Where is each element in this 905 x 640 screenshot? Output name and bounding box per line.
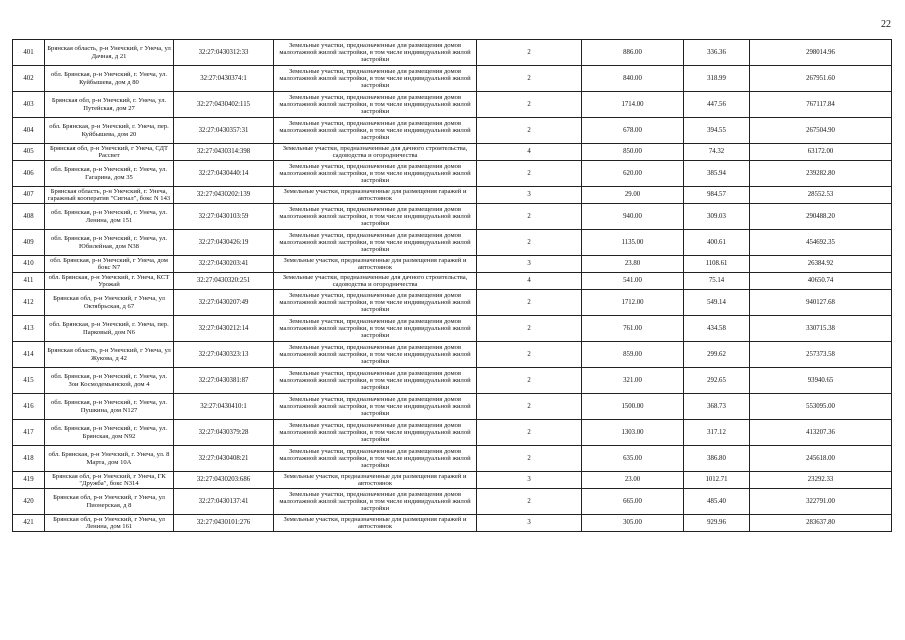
cadastral-number-cell: 32:27:0430314:398: [174, 144, 274, 161]
cadastral-number-cell: 32:27:0430137:41: [174, 489, 274, 515]
land-use-cell: Земельные участки, предназначенные для размещения домов малоэтажной жилой застройки, в том числе индивидуальной жилой застройки: [274, 342, 477, 368]
land-use-cell: Земельные участки, предназначенные для размещения гаражей и автостоянок: [274, 472, 477, 489]
specific-value-cell: 74.32: [684, 144, 750, 161]
cadastral-value-cell: 93940.65: [750, 368, 892, 394]
cadastral-number-cell: 32:27:0430203:686: [174, 472, 274, 489]
area-cell: 859.00: [582, 342, 684, 368]
cadastral-value-cell: 28552.53: [750, 187, 892, 204]
group-number-cell: 2: [477, 446, 582, 472]
address-cell: обл. Брянская, р-н Унечский, г. Унеча, пер. Куйбышева, дом 20: [45, 118, 174, 144]
cadastral-number-cell: 32:27:0430203:41: [174, 256, 274, 273]
land-use-cell: Земельные участки, предназначенные для размещения гаражей и автостоянок: [274, 256, 477, 273]
table-row: [13, 40, 892, 66]
land-use-cell: Земельные участки, предназначенные для размещения домов малоэтажной жилой застройки, в том числе индивидуальной жилой застройки: [274, 446, 477, 472]
group-number-cell: 2: [477, 394, 582, 420]
cadastral-value-cell: 63172.00: [750, 144, 892, 161]
specific-value-cell: 434.58: [684, 316, 750, 342]
row-number-cell: 416: [13, 394, 45, 420]
group-number-cell: 3: [477, 515, 582, 532]
area-cell: 541.00: [582, 273, 684, 290]
table-row: [13, 144, 892, 161]
area-cell: 1135.00: [582, 230, 684, 256]
table-row: [13, 368, 892, 394]
specific-value-cell: 447.56: [684, 92, 750, 118]
cadastral-number-cell: 32:27:0430323:13: [174, 342, 274, 368]
area-cell: 1712.00: [582, 290, 684, 316]
area-cell: 850.00: [582, 144, 684, 161]
row-number-cell: 421: [13, 515, 45, 532]
cadastral-value-cell: 26384.92: [750, 256, 892, 273]
group-number-cell: 2: [477, 290, 582, 316]
cadastral-number-cell: 32:27:0430381:87: [174, 368, 274, 394]
table-row: [13, 394, 892, 420]
row-number-cell: 411: [13, 273, 45, 290]
cadastral-value-cell: 454692.35: [750, 230, 892, 256]
specific-value-cell: 1108.61: [684, 256, 750, 273]
cadastral-value-cell: 322791.00: [750, 489, 892, 515]
row-number-cell: 419: [13, 472, 45, 489]
group-number-cell: 4: [477, 273, 582, 290]
land-use-cell: Земельные участки, предназначенные для размещения домов малоэтажной жилой застройки, в том числе индивидуальной жилой застройки: [274, 92, 477, 118]
area-cell: 840.00: [582, 66, 684, 92]
specific-value-cell: 984.57: [684, 187, 750, 204]
address-cell: обл. Брянская, р-н Унечский, г. Унеча, КСТ Урожай: [45, 273, 174, 290]
row-number-cell: 406: [13, 161, 45, 187]
area-cell: 305.00: [582, 515, 684, 532]
land-use-cell: Земельные участки, предназначенные для размещения домов малоэтажной жилой застройки, в том числе индивидуальной жилой застройки: [274, 489, 477, 515]
cadastral-value-cell: 298014.96: [750, 40, 892, 66]
group-number-cell: 2: [477, 342, 582, 368]
group-number-cell: 2: [477, 66, 582, 92]
address-cell: Брянская обл, р-н Унечский, г Унеча, СДТ Рассвет: [45, 144, 174, 161]
address-cell: обл. Брянская, р-н Унечский, г Унеча, дом бокс N7: [45, 256, 174, 273]
group-number-cell: 2: [477, 118, 582, 144]
specific-value-cell: 368.73: [684, 394, 750, 420]
area-cell: 321.00: [582, 368, 684, 394]
cadastral-value-cell: 553095.00: [750, 394, 892, 420]
address-cell: Брянская обл, р-н Унечский, г Унеча, ГК "Дружба", бокс N314: [45, 472, 174, 489]
specific-value-cell: 386.80: [684, 446, 750, 472]
land-use-cell: Земельные участки, предназначенные для дачного строительства, садоводства и огородничества: [274, 273, 477, 290]
area-cell: 665.00: [582, 489, 684, 515]
cadastral-number-cell: 32:27:0430440:14: [174, 161, 274, 187]
group-number-cell: 2: [477, 420, 582, 446]
land-use-cell: Земельные участки, предназначенные для размещения домов малоэтажной жилой застройки, в том числе индивидуальной жилой застройки: [274, 420, 477, 446]
cadastral-value-cell: 40650.74: [750, 273, 892, 290]
table-row: [13, 187, 892, 204]
address-cell: обл. Брянская, р-н Унечский, г. Унеча, ул. Зои Космодемьянской, дом 4: [45, 368, 174, 394]
table-row: [13, 273, 892, 290]
cadastral-value-cell: 257373.58: [750, 342, 892, 368]
cadastral-number-cell: 32:27:0430402:115: [174, 92, 274, 118]
cadastral-value-cell: 267951.60: [750, 66, 892, 92]
row-number-cell: 401: [13, 40, 45, 66]
row-number-cell: 415: [13, 368, 45, 394]
address-cell: Брянская область, р-н Унечский, г Унеча, ул Жукова, д 42: [45, 342, 174, 368]
area-cell: 761.00: [582, 316, 684, 342]
table-row: [13, 489, 892, 515]
cadastral-value-cell: 267504.90: [750, 118, 892, 144]
address-cell: Брянская область, р-н Унечский, г. Унеча, гаражный кооператив "Сигнал", бокс N 143: [45, 187, 174, 204]
address-cell: обл. Брянская, р-н Унечский, г. Унеча, ул. Куйбышева, дом д 80: [45, 66, 174, 92]
row-number-cell: 409: [13, 230, 45, 256]
group-number-cell: 2: [477, 368, 582, 394]
group-number-cell: 3: [477, 472, 582, 489]
cadastral-value-cell: 413207.36: [750, 420, 892, 446]
row-number-cell: 418: [13, 446, 45, 472]
specific-value-cell: 309.03: [684, 204, 750, 230]
row-number-cell: 412: [13, 290, 45, 316]
area-cell: 940.00: [582, 204, 684, 230]
group-number-cell: 2: [477, 316, 582, 342]
group-number-cell: 2: [477, 204, 582, 230]
address-cell: Брянская обл, р-н Унечский, г Унеча, ул Пионерская, д 8: [45, 489, 174, 515]
cadastral-number-cell: 32:27:0430212:14: [174, 316, 274, 342]
land-use-cell: Земельные участки, предназначенные для дачного строительства, садоводства и огородничества: [274, 144, 477, 161]
group-number-cell: 2: [477, 489, 582, 515]
table-row: [13, 472, 892, 489]
table-row: [13, 204, 892, 230]
land-use-cell: Земельные участки, предназначенные для размещения домов малоэтажной жилой застройки, в том числе индивидуальной жилой застройки: [274, 118, 477, 144]
cadastral-value-cell: 940127.68: [750, 290, 892, 316]
row-number-cell: 414: [13, 342, 45, 368]
table-row: [13, 66, 892, 92]
address-cell: Брянская обл, р-н Унечский, г Унеча, ул Октябрьская, д 67: [45, 290, 174, 316]
land-use-cell: Земельные участки, предназначенные для размещения гаражей и автостоянок: [274, 187, 477, 204]
area-cell: 1303.00: [582, 420, 684, 446]
address-cell: обл. Брянская, р-н Унечский, г. Унеча, ул. Юбилейная, дом N38: [45, 230, 174, 256]
cadastral-value-table: [12, 39, 892, 532]
land-use-cell: Земельные участки, предназначенные для размещения домов малоэтажной жилой застройки, в том числе индивидуальной жилой застройки: [274, 161, 477, 187]
area-cell: 1500.00: [582, 394, 684, 420]
cadastral-number-cell: 32:27:0430320:251: [174, 273, 274, 290]
table-row: [13, 290, 892, 316]
area-cell: 635.00: [582, 446, 684, 472]
specific-value-cell: 549.14: [684, 290, 750, 316]
address-cell: обл. Брянская, р-н Унечский, г. Унеча, ул. Брянская, дом N92: [45, 420, 174, 446]
group-number-cell: 4: [477, 144, 582, 161]
group-number-cell: 2: [477, 161, 582, 187]
group-number-cell: 3: [477, 187, 582, 204]
land-use-cell: Земельные участки, предназначенные для размещения домов малоэтажной жилой застройки, в том числе индивидуальной жилой застройки: [274, 316, 477, 342]
specific-value-cell: 394.55: [684, 118, 750, 144]
address-cell: Брянская область, р-н Унечский, г Унеча, ул Дачная, д 21: [45, 40, 174, 66]
specific-value-cell: 299.62: [684, 342, 750, 368]
cadastral-number-cell: 32:27:0430312:33: [174, 40, 274, 66]
table-row: [13, 515, 892, 532]
address-cell: Брянская обл, р-н Унечский, г. Унеча, ул. Путейская, дом 27: [45, 92, 174, 118]
table-row: [13, 161, 892, 187]
specific-value-cell: 400.61: [684, 230, 750, 256]
table-row: [13, 342, 892, 368]
land-use-cell: Земельные участки, предназначенные для размещения домов малоэтажной жилой застройки, в том числе индивидуальной жилой застройки: [274, 66, 477, 92]
area-cell: 29.00: [582, 187, 684, 204]
row-number-cell: 405: [13, 144, 45, 161]
land-use-cell: Земельные участки, предназначенные для размещения гаражей и автостоянок: [274, 515, 477, 532]
address-cell: обл. Брянская, р-н Унечский, г. Унеча, ул. Ленина, дом 151: [45, 204, 174, 230]
cadastral-number-cell: 32:27:0430101:276: [174, 515, 274, 532]
cadastral-number-cell: 32:27:0430408:21: [174, 446, 274, 472]
cadastral-value-cell: 290488.20: [750, 204, 892, 230]
specific-value-cell: 75.14: [684, 273, 750, 290]
row-number-cell: 420: [13, 489, 45, 515]
table-row: [13, 256, 892, 273]
land-use-cell: Земельные участки, предназначенные для размещения домов малоэтажной жилой застройки, в том числе индивидуальной жилой застройки: [274, 230, 477, 256]
row-number-cell: 407: [13, 187, 45, 204]
table-row: [13, 118, 892, 144]
address-cell: обл. Брянская, р-н Унечский, г. Унеча, пер. Парковый, дом N6: [45, 316, 174, 342]
land-use-cell: Земельные участки, предназначенные для размещения домов малоэтажной жилой застройки, в том числе индивидуальной жилой застройки: [274, 290, 477, 316]
cadastral-value-cell: 239282.80: [750, 161, 892, 187]
specific-value-cell: 317.12: [684, 420, 750, 446]
table-row: [13, 230, 892, 256]
row-number-cell: 402: [13, 66, 45, 92]
row-number-cell: 403: [13, 92, 45, 118]
land-use-cell: Земельные участки, предназначенные для размещения домов малоэтажной жилой застройки, в том числе индивидуальной жилой застройки: [274, 40, 477, 66]
table-body: [13, 40, 892, 532]
row-number-cell: 404: [13, 118, 45, 144]
table-row: [13, 446, 892, 472]
table-row: [13, 316, 892, 342]
specific-value-cell: 929.96: [684, 515, 750, 532]
group-number-cell: 3: [477, 256, 582, 273]
land-use-cell: Земельные участки, предназначенные для размещения домов малоэтажной жилой застройки, в том числе индивидуальной жилой застройки: [274, 204, 477, 230]
cadastral-number-cell: 32:27:0430410:1: [174, 394, 274, 420]
cadastral-number-cell: 32:27:0430202:139: [174, 187, 274, 204]
cadastral-number-cell: 32:27:0430426:19: [174, 230, 274, 256]
address-cell: обл. Брянская, р-н Унечский, г. Унеча, ул. Пушкина, дом N127: [45, 394, 174, 420]
cadastral-number-cell: 32:27:0430103:59: [174, 204, 274, 230]
table-row: [13, 420, 892, 446]
area-cell: 23.00: [582, 472, 684, 489]
cadastral-number-cell: 32:27:0430374:1: [174, 66, 274, 92]
group-number-cell: 2: [477, 230, 582, 256]
address-cell: Брянская обл, р-н Унечский, г Унеча, ул Ленина, дом 161: [45, 515, 174, 532]
cadastral-value-cell: 283637.80: [750, 515, 892, 532]
page-number: 22: [881, 19, 891, 30]
land-use-cell: Земельные участки, предназначенные для размещения домов малоэтажной жилой застройки, в том числе индивидуальной жилой застройки: [274, 394, 477, 420]
specific-value-cell: 485.40: [684, 489, 750, 515]
area-cell: 23.80: [582, 256, 684, 273]
group-number-cell: 2: [477, 92, 582, 118]
area-cell: 1714.00: [582, 92, 684, 118]
row-number-cell: 413: [13, 316, 45, 342]
row-number-cell: 417: [13, 420, 45, 446]
row-number-cell: 410: [13, 256, 45, 273]
cadastral-value-cell: 245618.00: [750, 446, 892, 472]
specific-value-cell: 1012.71: [684, 472, 750, 489]
cadastral-value-cell: 330715.38: [750, 316, 892, 342]
cadastral-number-cell: 32:27:0430379:28: [174, 420, 274, 446]
cadastral-number-cell: 32:27:0430207:49: [174, 290, 274, 316]
row-number-cell: 408: [13, 204, 45, 230]
area-cell: 678.00: [582, 118, 684, 144]
specific-value-cell: 385.94: [684, 161, 750, 187]
specific-value-cell: 336.36: [684, 40, 750, 66]
specific-value-cell: 292.65: [684, 368, 750, 394]
cadastral-number-cell: 32:27:0430357:31: [174, 118, 274, 144]
cadastral-value-cell: 23292.33: [750, 472, 892, 489]
address-cell: обл. Брянская, р-н Унечский, г. Унеча, ул. Гагарина, дом 35: [45, 161, 174, 187]
group-number-cell: 2: [477, 40, 582, 66]
address-cell: обл. Брянская, р-н Унечский, г. Унеча, ул. 8 Марта, дом 10А: [45, 446, 174, 472]
area-cell: 620.00: [582, 161, 684, 187]
area-cell: 886.00: [582, 40, 684, 66]
cadastral-value-cell: 767117.84: [750, 92, 892, 118]
table-row: [13, 92, 892, 118]
land-use-cell: Земельные участки, предназначенные для размещения домов малоэтажной жилой застройки, в том числе индивидуальной жилой застройки: [274, 368, 477, 394]
specific-value-cell: 318.99: [684, 66, 750, 92]
